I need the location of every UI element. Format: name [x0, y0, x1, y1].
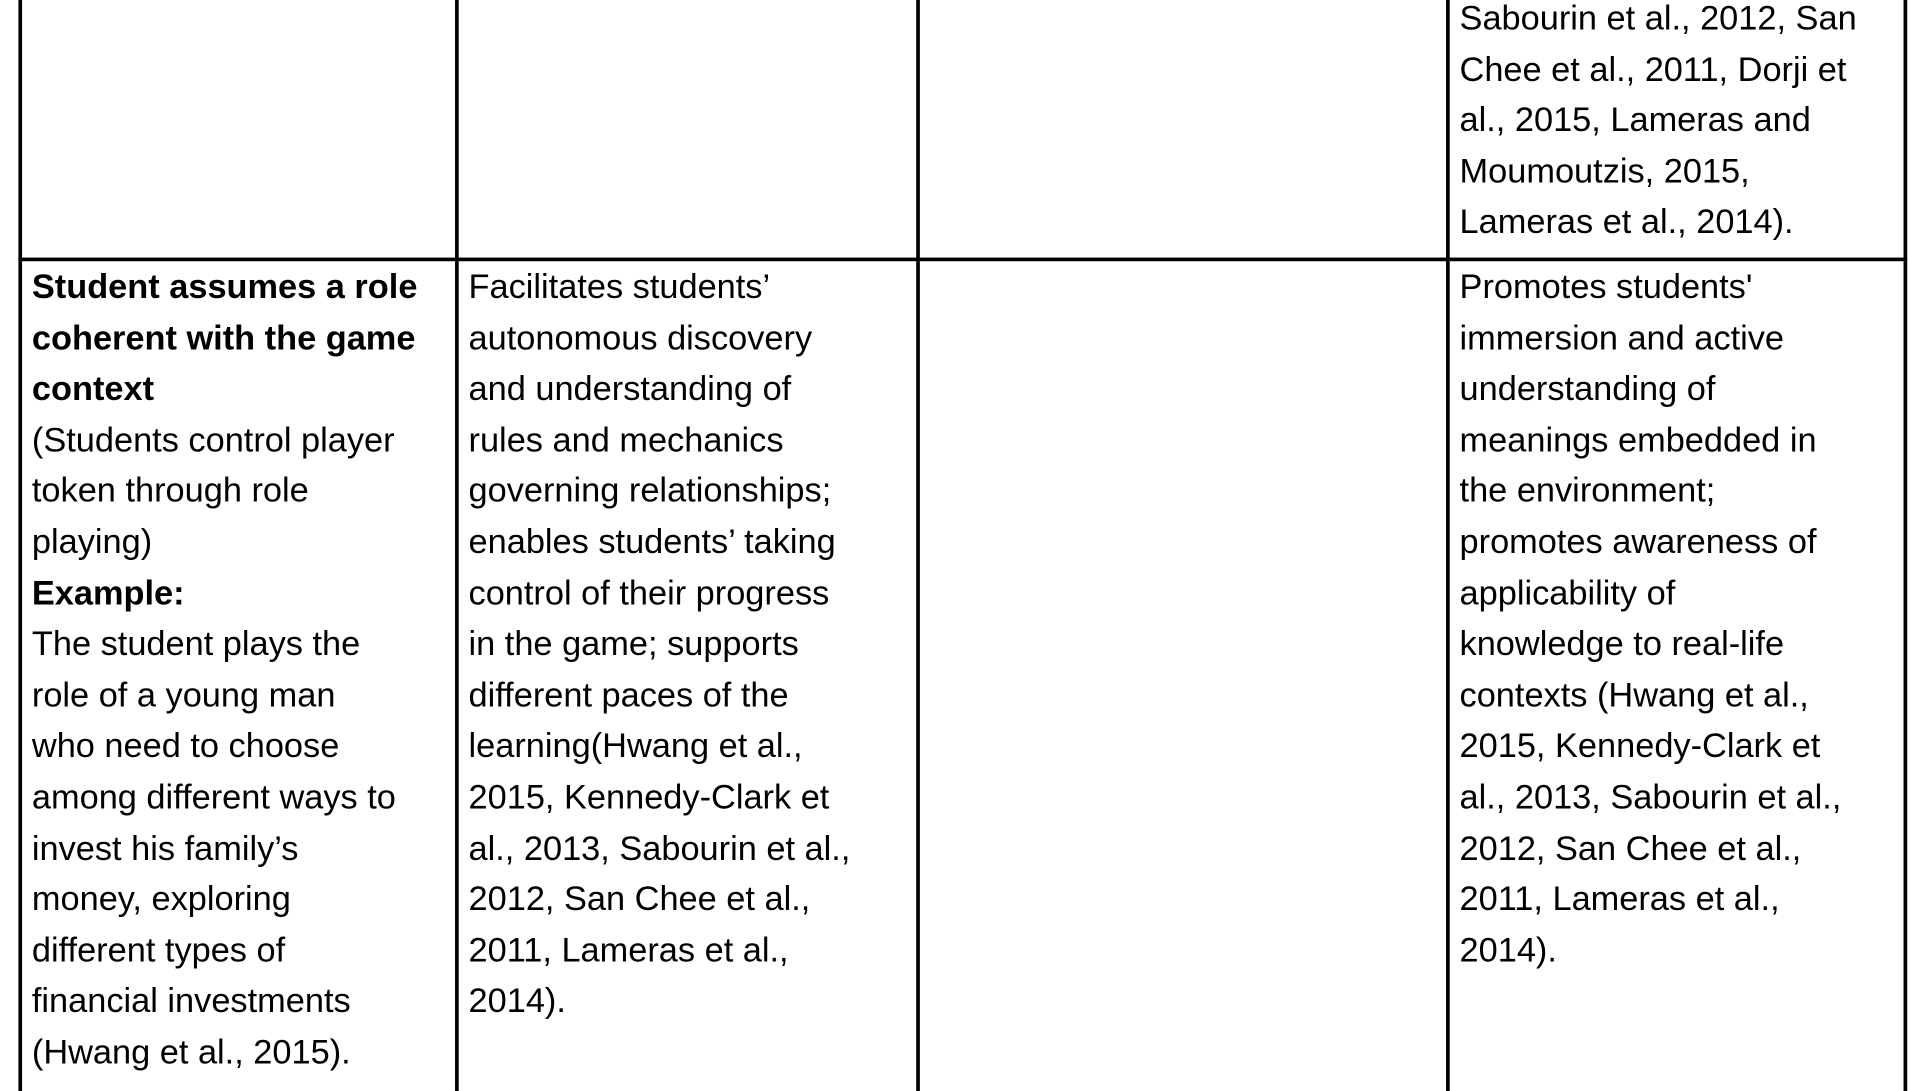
example-label: Example: — [31, 573, 185, 612]
example-text: The student plays the role of a young man who need to choose among different ways to invest his family’s money, exploring different types of financial investments (Hwang et al., 2015). — [31, 624, 396, 1071]
empty-column-cell — [918, 259, 1448, 1091]
mechanic-title: Student assumes a role coherent with the game context — [31, 267, 418, 408]
table-row-role-assumption — [20, 259, 1905, 1091]
learning-benefit-cell — [457, 259, 918, 1091]
previous-row-col2-cell — [457, 0, 918, 259]
mechanics-table — [18, 0, 1907, 1091]
previous-row-col4-text: Sabourin et al., 2012, San Chee et al., 2011, Dorji et al., 2015, Lameras and Moumoutzis, 2015, Lameras et al., 2014). — [1459, 0, 1857, 241]
outcome-text: Promotes students' immersion and active understanding of meanings embedded in the environment; promotes awareness of applicability of knowledge to real-life contexts (Hwang et al., 2015, Kennedy-Clark et al., 2013, Sabourin et al., 2012, San Chee et al., 2011, Lameras et al., 2014). — [1459, 267, 1842, 969]
previous-row-col1-cell — [20, 0, 457, 259]
learning-benefit-text: Facilitates students’ autonomous discovery and understanding of rules and mechanics governing relationships; enables students’ taking control of their progress in the game; supports different paces of the learning(Hwang et al., 2015, Kennedy-Clark et al., 2013, Sabourin et al., 2012, San Chee et al., 2011, Lameras et al., 2014). — [468, 267, 851, 1020]
mechanic-cell — [20, 259, 457, 1091]
previous-row-col4-cell — [1448, 0, 1905, 259]
outcome-cell — [1448, 259, 1905, 1091]
table-row-previous — [20, 0, 1905, 259]
mechanic-description: (Students control player token through role playing) — [31, 420, 395, 561]
previous-row-col3-cell — [918, 0, 1448, 259]
